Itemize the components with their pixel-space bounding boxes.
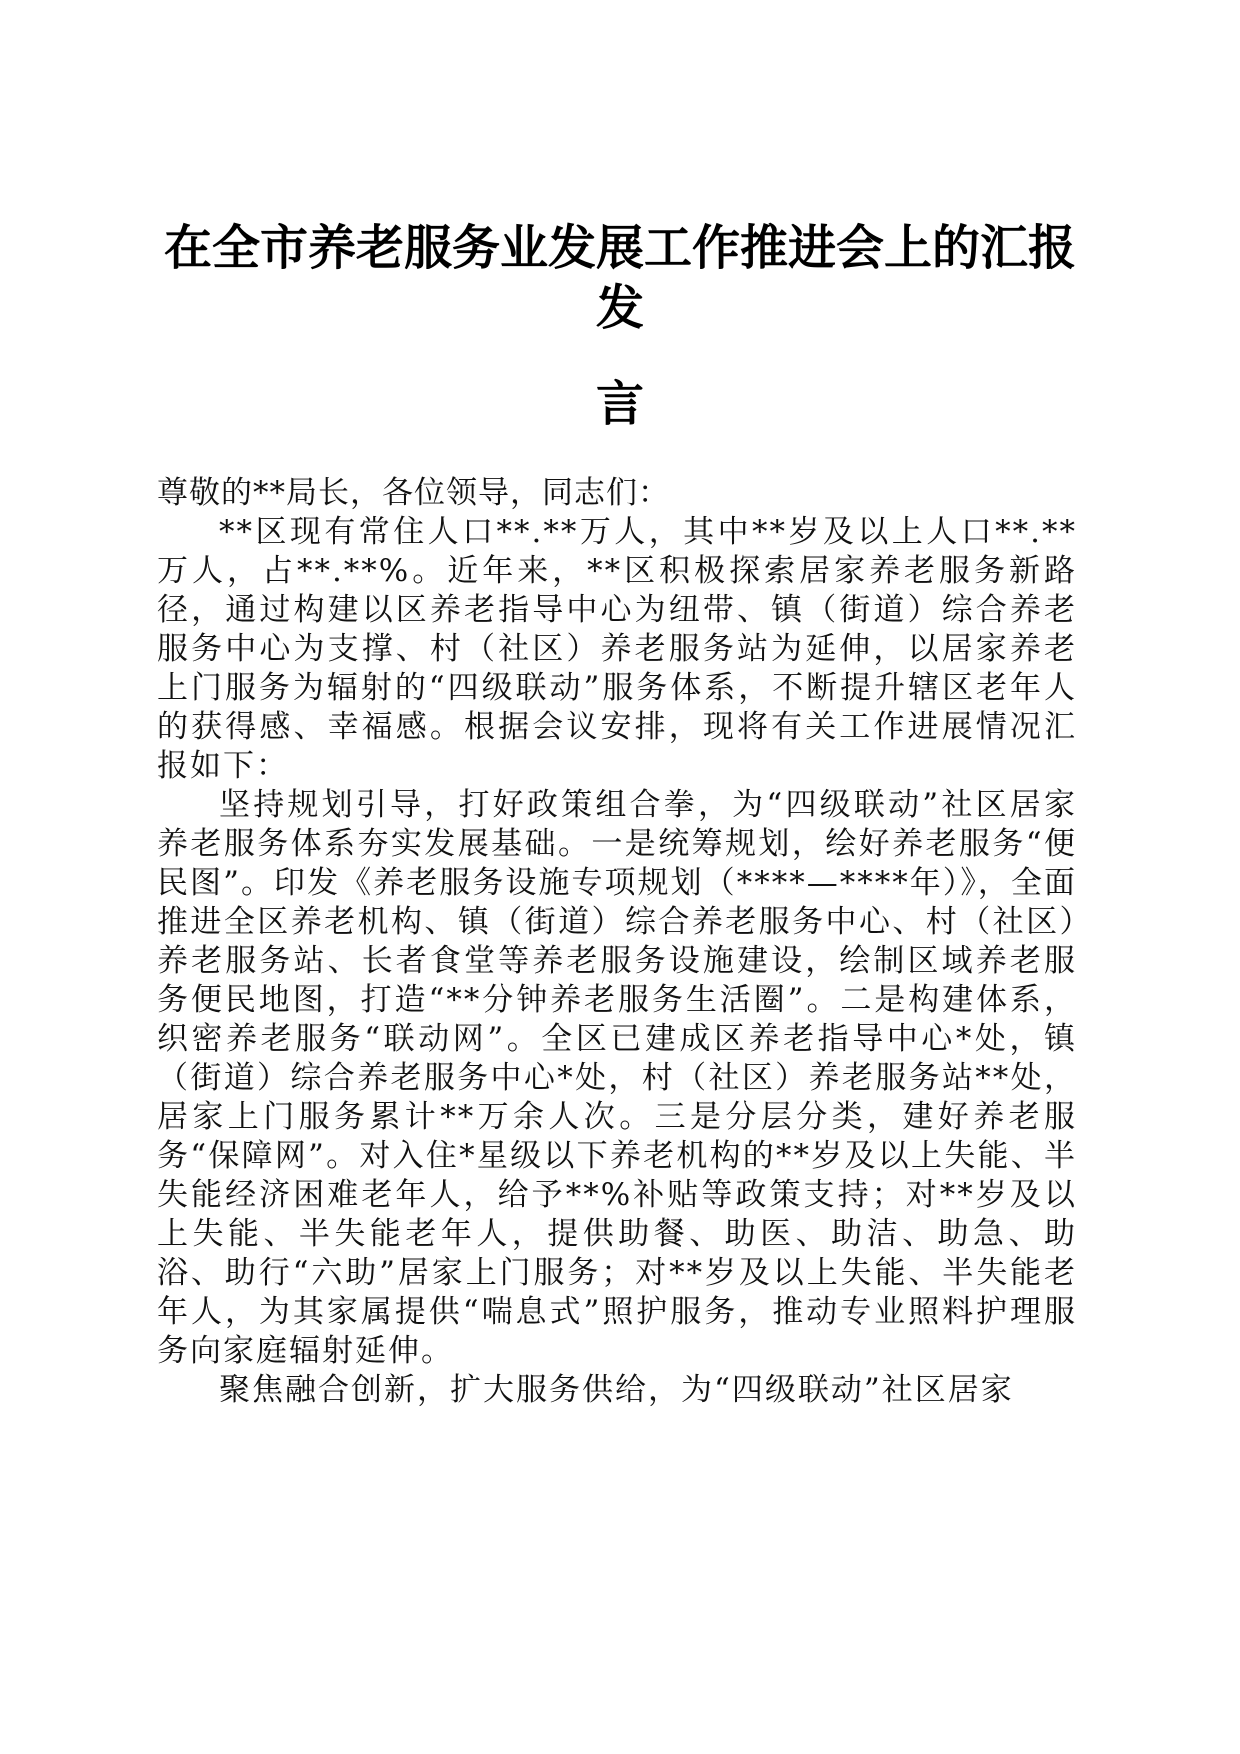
title-line-1: 在全市养老服务业发展工作推进会上的汇报发 [163, 220, 1076, 336]
paragraph-intro: **区现有常住人口**.**万人，其中**岁及以上人口**.**万人，占**.**%。近年来，**区积极探索居家养老服务新路径，通过构建以区养老指导中心为纽带、镇（街道）综合养老服务中心为支撑、村（社区）养老服务站为延伸，以居家养老上门服务为辐射的“四级联动”服务体系，不断提升辖区老年人的获得感、幸福感。根据会议安排，现将有关工作进展情况汇报如下： [157, 514, 1077, 784]
salutation: 尊敬的**局长，各位领导，同志们： [157, 475, 670, 511]
paragraph-innovation: 聚焦融合创新，扩大服务供给，为“四级联动”社区居家 [219, 1372, 1014, 1408]
paragraph-planning: 坚持规划引导，打好政策组合拳，为“四级联动”社区居家养老服务体系夯实发展基础。一是统筹规划，绘好养老服务“便民图”。印发《养老服务设施专项规划（****—****年）》，全面推进全区养老机构、镇（街道）综合养老服务中心、村（社区）养老服务站、长者食堂等养老服务设施建设，绘制区域养老服务便民地图，打造“**分钟养老服务生活圈”。二是构建体系，织密养老服务“联动网”。全区已建成区养老指导中心*处，镇（街道）综合养老服务中心*处，村（社区）养老服务站**处，居家上门服务累计**万余人次。三是分层分类，建好养老服务“保障网”。对入住*星级以下养老机构的**岁及以上失能、半失能经济困难老年人，给予**%补贴等政策支持；对**岁及以上失能、半失能老年人，提供助餐、助医、助洁、助急、助浴、助行“六助”居家上门服务；对**岁及以上失能、半失能老年人，为其家属提供“喘息式”照护服务，推动专业照料护理服务向家庭辐射延伸。 [157, 787, 1077, 1369]
title-line-2: 言 [595, 376, 644, 432]
document-title [150, 218, 1090, 434]
document-body [157, 474, 1077, 1410]
